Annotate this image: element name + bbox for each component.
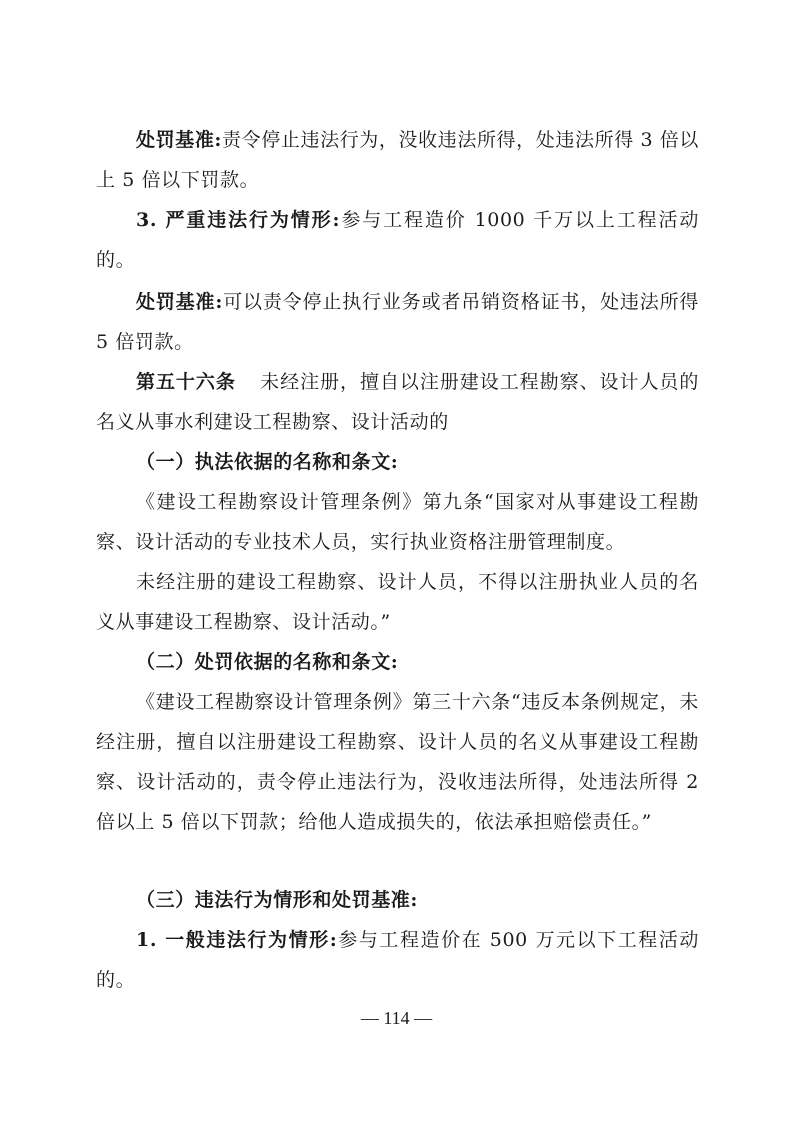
serious-violation-label: 3. 严重违法行为情形: [136, 209, 341, 231]
general-violation-label: 1. 一般违法行为情形: [136, 929, 338, 951]
penalty-standard-serious-text: 可以责令停止执行业务或者吊销资格证书，处违法所得 5 倍罚款。 [96, 291, 700, 353]
penalty-basis-heading-paragraph [96, 642, 699, 682]
serious-violation-text: 参与工程造价 1000 千万以上工程活动的。 [96, 209, 699, 271]
penalty-standard-text: 责令停止违法行为，没收违法所得，处违法所得 3 倍以上 5 倍以下罚款。 [96, 129, 699, 191]
serious-violation-paragraph [96, 200, 699, 280]
unregistered-personnel-text: 未经注册的建设工程勘察、设计人员，不得以注册执业人员的名义从事建设工程勘察、设计活动。” [96, 571, 699, 633]
penalty-basis-heading: （二）处罚依据的名称和条文: [136, 651, 399, 673]
article-56-paragraph [96, 362, 699, 442]
violation-circumstances-heading-paragraph [96, 880, 699, 920]
violation-circumstances-heading: （三）违法行为情形和处罚基准: [136, 889, 419, 911]
article-56-text: 未经注册，擅自以注册建设工程勘察、设计人员的名义从事水利建设工程勘察、设计活动的 [96, 371, 699, 433]
penalty-standard-label: 处罚基准: [136, 129, 223, 151]
penalty-standard-paragraph [96, 120, 699, 200]
penalty-standard-serious-label: 处罚基准: [136, 291, 223, 313]
enforcement-basis-heading: （一）执法依据的名称和条文: [136, 451, 399, 473]
unregistered-personnel-paragraph [96, 562, 699, 642]
penalty-standard-serious-paragraph [96, 282, 699, 362]
regulation-article-36-paragraph [96, 682, 699, 842]
page-number: — 114 — [360, 1008, 433, 1028]
general-violation-paragraph [96, 920, 699, 1000]
regulation-article-9-paragraph [96, 482, 699, 562]
article-56-heading: 第五十六条 [136, 371, 236, 393]
regulation-article-36-text: 《建设工程勘察设计管理条例》第三十六条“违反本条例规定，未经注册，擅自以注册建设工程勘察、设计人员的名义从事建设工程勘察、设计活动的，责令停止违法行为，没收违法所得，处违法所得 2 倍以上 5 倍以下罚款；给他人造成损失的，依法承担赔偿责任。” [96, 691, 699, 833]
regulation-article-9-text: 《建设工程勘察设计管理条例》第九条“国家对从事建设工程勘察、设计活动的专业技术人员，实行执业资格注册管理制度。 [96, 491, 699, 553]
enforcement-basis-heading-paragraph [96, 442, 699, 482]
general-violation-text: 参与工程造价在 500 万元以下工程活动的。 [96, 929, 699, 991]
